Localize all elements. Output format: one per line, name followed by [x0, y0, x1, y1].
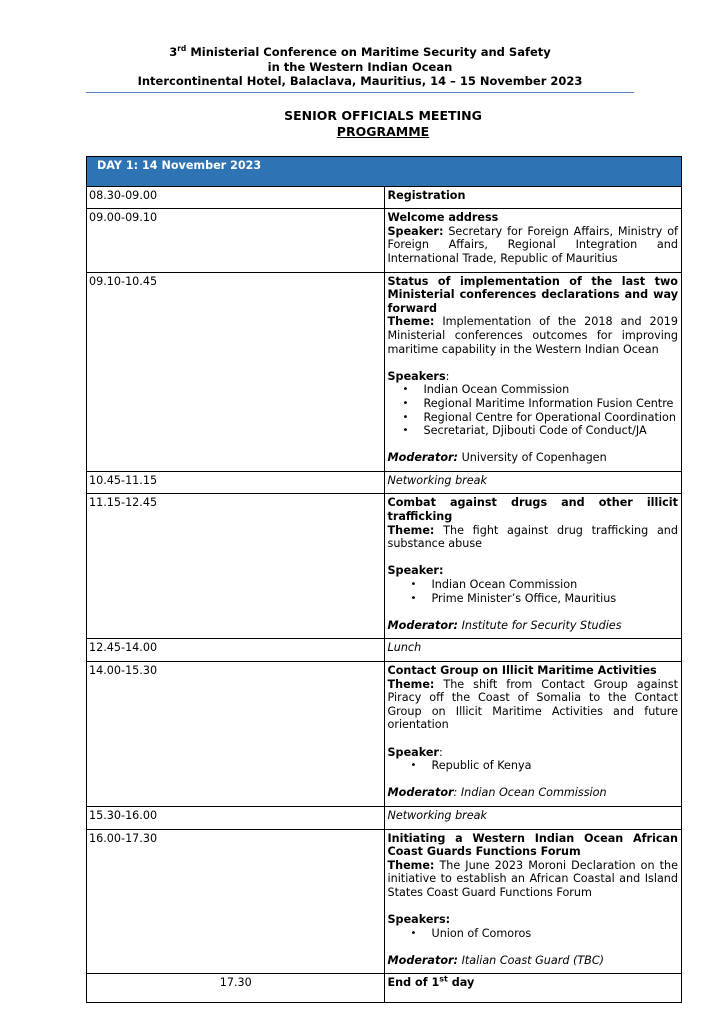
session-time: 16.00-17.30 — [87, 829, 385, 974]
session-title: Welcome address — [387, 211, 499, 225]
theme-label: Theme: — [387, 315, 435, 329]
session-cell — [384, 829, 682, 974]
session-title: Contact Group on Illicit Maritime Activities — [387, 664, 657, 677]
table-row — [87, 806, 682, 829]
header-line-2: in the Western Indian Ocean — [267, 59, 453, 74]
theme-line — [388, 859, 679, 900]
moderator-line — [388, 451, 679, 465]
list-item: • Union of Comoros — [432, 927, 679, 941]
table-row — [87, 272, 682, 471]
session-cell — [384, 662, 682, 807]
speakers-label: Speaker: — [387, 564, 444, 578]
lunch-text: Lunch — [384, 639, 682, 662]
moderator-text: Institute for Security Studies — [458, 618, 622, 632]
session-title: Combat against drugs and other illicit trafficking — [387, 496, 678, 524]
theme-line — [388, 678, 679, 732]
moderator-label: Moderator: — [387, 451, 459, 465]
session-time: 09.00-09.10 — [87, 209, 385, 272]
moderator-label: Moderator — [387, 786, 454, 800]
table-row — [87, 639, 682, 662]
meeting-title: SENIOR OFFICIALS MEETING — [284, 108, 482, 123]
speakers-label: Speakers — [387, 369, 446, 383]
session-cell — [384, 209, 682, 272]
session-time: 10.45-11.15 — [87, 471, 385, 494]
list-item: • Indian Ocean Commission — [424, 383, 679, 397]
speaker-text: Secretary for Foreign Affairs, Ministry of Foreign Affairs, Regional Integration and International Trade, Republic of Mauritius — [387, 224, 678, 265]
theme-label: Theme: — [387, 523, 435, 537]
session-title: Status of implementation of the last two Ministerial conferences declarations and way forward — [387, 274, 678, 315]
moderator-label: Moderator: — [387, 953, 459, 967]
table-row — [87, 662, 682, 807]
day-header-row — [87, 157, 682, 187]
speakers-label: Speakers: — [387, 913, 451, 927]
session-cell — [384, 186, 682, 209]
moderator-line — [388, 954, 679, 968]
theme-text: Implementation of the 2018 and 2019 Ministerial conferences outcomes for improving maritime capability in the Western Indian Ocean — [387, 315, 678, 356]
moderator-line — [388, 619, 679, 633]
session-time: 14.00-15.30 — [87, 662, 385, 807]
header-divider — [86, 92, 634, 93]
speaker-line — [388, 225, 679, 266]
moderator-text: University of Copenhagen — [458, 451, 607, 465]
session-time: 08.30-09.00 — [87, 186, 385, 209]
list-item: • Indian Ocean Commission — [432, 578, 679, 592]
speakers-heading: Speaker: — [387, 745, 443, 759]
session-title: Registration — [387, 188, 466, 202]
table-row — [87, 186, 682, 209]
list-item: • Prime Minister’s Office, Mauritius — [432, 592, 679, 606]
list-item: • Secretariat, Djibouti Code of Conduct/JA — [424, 424, 679, 438]
theme-line — [388, 315, 679, 356]
speakers-heading: Speakers: — [387, 369, 450, 383]
session-time: 17.30 — [87, 974, 385, 1003]
session-cell — [384, 272, 682, 471]
list-item: • Regional Maritime Information Fusion Centre — [424, 397, 679, 411]
table-row — [87, 471, 682, 494]
moderator-label: Moderator: — [387, 618, 459, 632]
theme-text: The shift from Contact Group against Piracy off the Coast of Somalia to the Contact Group on Illicit Maritime Activities and future orientation — [387, 677, 678, 732]
table-row — [87, 209, 682, 272]
table-row — [87, 829, 682, 974]
header-line-1: 3rd Ministerial Conference on Maritime Security and Safety — [169, 44, 551, 59]
session-title: Initiating a Western Indian Ocean African Coast Guards Functions Forum — [387, 831, 678, 859]
session-time: 11.15-12.45 — [87, 494, 385, 639]
speakers-list — [388, 759, 679, 773]
session-time: 15.30-16.00 — [87, 806, 385, 829]
speakers-label: Speaker — [387, 745, 439, 759]
speaker-label: Speaker: — [387, 224, 444, 238]
theme-label: Theme: — [387, 677, 435, 691]
end-of-day: End of 1st day — [384, 974, 682, 1003]
programme-titles — [86, 108, 680, 140]
theme-label: Theme: — [387, 858, 435, 872]
moderator-text: : Indian Ocean Commission — [453, 786, 607, 800]
list-item: • Regional Centre for Operational Coordination — [424, 411, 679, 425]
theme-text: The June 2023 Moroni Declaration on the initiative to establish an African Coastal and Island States Coast Guard Functions Forum — [387, 858, 678, 899]
moderator-line — [388, 786, 679, 800]
break-text: Networking break — [384, 806, 682, 829]
speakers-list — [388, 578, 679, 605]
speakers-list — [388, 383, 679, 437]
session-time: 12.45-14.00 — [87, 639, 385, 662]
programme-table — [86, 156, 682, 1003]
list-item: • Republic of Kenya — [432, 759, 679, 773]
speakers-list — [388, 927, 679, 941]
table-row — [87, 494, 682, 639]
table-row — [87, 974, 682, 1003]
document-header — [86, 45, 634, 89]
session-time: 09.10-10.45 — [87, 272, 385, 471]
break-text: Networking break — [384, 471, 682, 494]
session-cell — [384, 494, 682, 639]
day-label: DAY 1: 14 November 2023 — [87, 157, 682, 187]
theme-line — [388, 524, 679, 551]
header-line-3: Intercontinental Hotel, Balaclava, Mauritius, 14 – 15 November 2023 — [137, 74, 583, 88]
programme-subtitle: PROGRAMME — [336, 124, 430, 139]
moderator-text: Italian Coast Guard (TBC) — [458, 953, 605, 967]
theme-text: The fight against drug trafficking and substance abuse — [387, 523, 678, 551]
